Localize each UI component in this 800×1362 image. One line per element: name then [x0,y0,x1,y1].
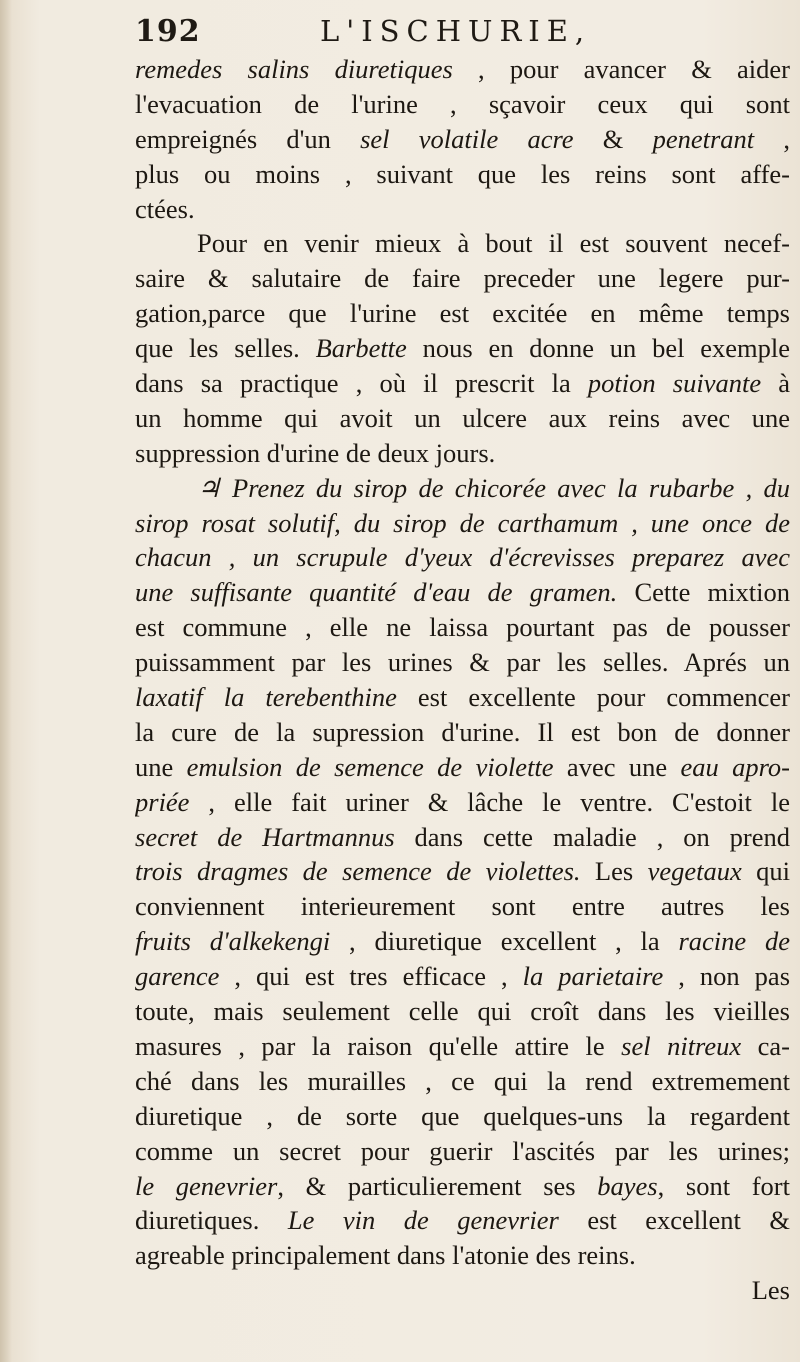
text-line [135,959,790,994]
text-line [135,122,790,157]
text-line [135,1029,790,1064]
text-line [135,889,790,924]
text-segment: qui [741,856,790,887]
text-segment: une [135,751,187,782]
italic-segment: garence [135,961,220,992]
text-line [135,1203,790,1238]
italic-segment: emulsion de semence de violette [186,751,554,782]
italic-segment: sirop rosat solutif, du sirop de carthamum , une once de [135,507,790,538]
text-segment: ché dans les murailles , ce qui la rend extremement [135,1065,790,1096]
text-line [135,1099,790,1134]
page-number: 192 [135,14,201,49]
running-head [135,10,790,50]
text-line [135,785,790,820]
text-line [135,471,790,506]
text-segment: , sont fort [657,1170,790,1201]
text-line [135,924,790,959]
italic-segment: chacun , un scrupule d'yeux d'écrevisses preparez avec [135,542,790,573]
text-segment: ca- [741,1030,790,1061]
text-segment: dans cette maladie , on prend [394,821,790,852]
catchword [135,1273,790,1308]
italic-segment: une suffisante quantité d'eau de gramen. [135,577,618,608]
text-line [135,296,790,331]
text-segment: masures , par la raison qu'elle attire le [135,1030,622,1061]
text-line [135,1169,790,1204]
text-line [135,401,790,436]
italic-segment: le genevrier [135,1170,278,1201]
text-line [135,715,790,750]
text-line [135,645,790,680]
text-line [135,1238,790,1273]
text-segment: la cure de la supression d'urine. Il est bon de donner [135,716,790,747]
text-line [135,366,790,401]
text-line [135,750,790,785]
text-segment: & [573,123,653,154]
text-line [135,1134,790,1169]
italic-segment: potion suivante [587,368,762,399]
text-segment: Pour en venir mieux à bout il est souvent necef- [197,228,790,259]
text-segment: est commune , elle ne laissa pourtant pas de pousser [135,612,790,643]
text-segment: dans sa practique , où il prescrit la [135,368,588,399]
text-segment: avec une [553,751,681,782]
italic-segment: Barbette [315,333,407,364]
text-segment: toute, mais seulement celle qui croît dans les vieilles [135,996,790,1027]
text-line [135,52,790,87]
italic-segment: sel volatile acre [360,123,574,154]
text-line [135,331,790,366]
text-segment: comme un secret pour guerir l'ascités par les urines; [135,1135,790,1166]
text-line [135,226,790,261]
text-segment: , diuretique excellent , la [330,926,679,957]
text-segment: diuretique , de sorte que quelques-uns la regardent [135,1100,790,1131]
italic-segment: laxatif la terebenthine [135,682,397,713]
text-segment: , qui est tres efficace , [219,961,523,992]
text-segment: , [754,123,790,154]
text-segment: nous en donne un bel exemple [406,333,790,364]
text-segment: , non pas [663,961,790,992]
text-segment: empreignés d'un [135,123,361,154]
text-segment: l'evacuation de l'urine , sçavoir ceux qui sont [135,88,790,119]
text-segment: Cette mixtion [617,577,790,608]
page-gutter-shadow [0,0,12,1362]
text-line [135,1064,790,1099]
text-segment: , & particulierement ses [277,1170,598,1201]
text-segment: que les selles. [135,333,316,364]
text-line [135,87,790,122]
text-segment: Les [751,1275,790,1306]
italic-segment: Le vin de genevrier [287,1205,559,1236]
text-line [135,575,790,610]
italic-segment: bayes [597,1170,658,1201]
italic-segment: trois dragmes de semence de violettes. [135,856,581,887]
text-line [135,540,790,575]
text-line [135,610,790,645]
text-segment: agreable principalement dans l'atonie des reins. [135,1240,636,1271]
running-title: L'ISCHURIE, [320,14,592,48]
text-line [135,261,790,296]
text-segment: est excellent & [558,1205,790,1236]
text-segment: saire & salutaire de faire preceder une legere pur- [135,263,790,294]
italic-segment: eau apro- [680,751,790,782]
italic-segment: priée [135,786,190,817]
text-segment: est excellente pour commencer [396,682,790,713]
text-segment: Les [580,856,648,887]
text-line [135,436,790,471]
italic-segment: sel nitreux [621,1030,742,1061]
italic-segment: la parietaire [522,961,664,992]
italic-segment: vegetaux [647,856,742,887]
italic-segment: fruits d'alkekengi [135,926,331,957]
italic-segment: remedes salins diuretiques [135,54,453,84]
italic-segment: racine de [678,926,790,957]
text-segment: , pour avancer & aider [452,54,790,84]
text-segment: , elle fait uriner & lâche le ventre. C'estoit le [189,786,790,817]
italic-segment: secret de Hartmannus [135,821,395,852]
text-segment: gation,parce que l'urine est excitée en même temps [135,298,790,329]
text-line [135,157,790,192]
text-segment: suppression d'urine de deux jours. [135,437,496,468]
text-segment: ctées. [135,193,195,224]
text-line [135,192,790,227]
text-segment: un homme qui avoit un ulcere aux reins avec une [135,402,790,433]
text-segment: conviennent interieurement sont entre autres les [135,891,790,922]
text-line [135,506,790,541]
italic-segment: penetrant [652,123,755,154]
text-segment: plus ou moins , suivant que les reins sont affe- [135,158,790,189]
body-text [135,52,790,1308]
text-line [135,994,790,1029]
text-line [135,854,790,889]
text-segment: diuretiques. [135,1205,288,1236]
text-line [135,680,790,715]
text-line [135,820,790,855]
italic-segment: ♃ Prenez du sirop de chicorée avec la rubarbe , du [197,472,790,503]
text-segment: à [761,368,790,399]
text-segment: puissamment par les urines & par les selles. Aprés un [135,647,790,678]
